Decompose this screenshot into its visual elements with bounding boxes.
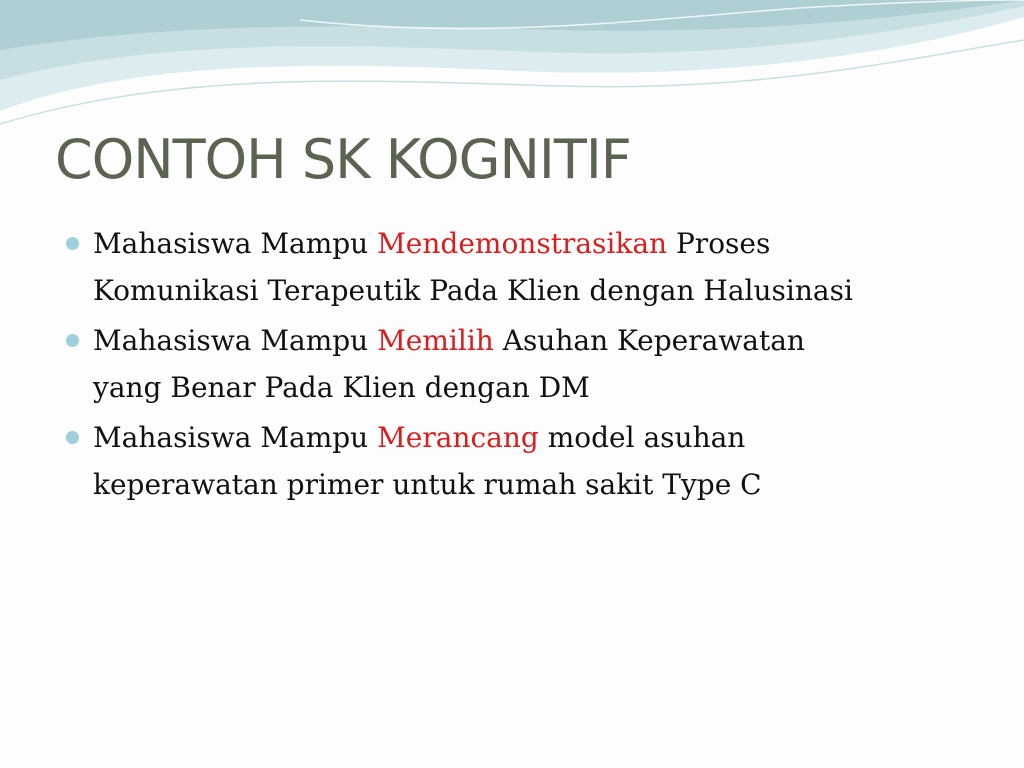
bullet-line2: yang Benar Pada Klien dengan DM bbox=[93, 371, 590, 404]
bullet-line2: keperawatan primer untuk rumah sakit Type C bbox=[93, 468, 762, 501]
bullet-line1-suffix: model asuhan bbox=[547, 421, 746, 454]
bullet-prefix: Mahasiswa Mampu bbox=[93, 324, 369, 357]
bullet-verb: Mendemonstrasikan bbox=[377, 227, 668, 260]
bullet-verb: Memilih bbox=[377, 324, 494, 357]
bullet-verb: Merancang bbox=[377, 421, 539, 454]
bullet-prefix: Mahasiswa Mampu bbox=[93, 227, 369, 260]
bullet-line2: Komunikasi Terapeutik Pada Klien dengan Halusinasi bbox=[93, 274, 853, 307]
bullet-item bbox=[60, 414, 990, 508]
bullet-item bbox=[60, 220, 990, 314]
bullet-line1-suffix: Proses bbox=[675, 227, 771, 260]
bullet-prefix: Mahasiswa Mampu bbox=[93, 421, 369, 454]
decorative-wave-header bbox=[0, 0, 1024, 140]
slide-title: CONTOH SK KOGNITIF bbox=[55, 128, 631, 191]
bullet-dot-icon bbox=[66, 237, 79, 250]
bullet-dot-icon bbox=[66, 334, 79, 347]
bullet-line1-suffix: Asuhan Keperawatan bbox=[502, 324, 805, 357]
bullet-dot-icon bbox=[66, 431, 79, 444]
bullet-item bbox=[60, 317, 990, 411]
bullet-list bbox=[60, 220, 990, 511]
